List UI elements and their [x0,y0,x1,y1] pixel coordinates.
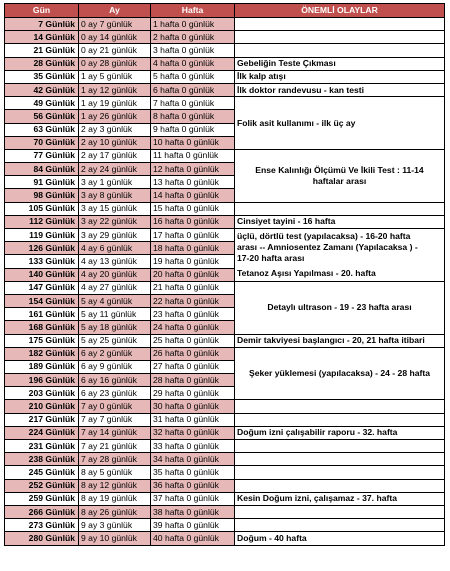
hafta-cell: 40 hafta 0 günlük [151,532,235,545]
ay-cell: 3 ay 8 günlük [79,189,151,202]
gun-cell: 238 Günlük [5,453,79,466]
event-line: İlk kalp atışı [237,71,286,82]
event-cell [235,229,445,282]
ay-cell: 6 ay 23 günlük [79,387,151,400]
table-row [5,519,445,532]
event-cell [235,18,445,31]
event-line: Demir takviyesi başlangıcı - 20, 21 hafta itibari [237,335,425,346]
event-cell [235,492,445,505]
event-cell [235,426,445,439]
ay-cell: 0 ay 28 günlük [79,57,151,70]
hafta-cell: 2 hafta 0 günlük [151,31,235,44]
table-row [5,479,445,492]
ay-cell: 1 ay 12 günlük [79,83,151,96]
gun-cell: 210 Günlük [5,400,79,413]
event-cell [235,202,445,215]
ay-cell: 0 ay 7 günlük [79,18,151,31]
table-row [5,202,445,215]
hafta-cell: 30 hafta 0 günlük [151,400,235,413]
event-cell [235,31,445,44]
ay-cell: 4 ay 20 günlük [79,268,151,281]
gun-cell: 203 Günlük [5,387,79,400]
ay-cell: 5 ay 18 günlük [79,321,151,334]
pregnancy-week-table [4,3,445,546]
hafta-cell: 35 hafta 0 günlük [151,466,235,479]
table-row [5,413,445,426]
ay-cell: 8 ay 19 günlük [79,492,151,505]
table-row [5,532,445,545]
event-line: Şeker yüklemesi (yapılacaksa) - 24 - 28 hafta [248,368,431,379]
table-row [5,505,445,518]
hafta-cell: 10 hafta 0 günlük [151,136,235,149]
gun-cell: 189 Günlük [5,360,79,373]
hafta-cell: 15 hafta 0 günlük [151,202,235,215]
hafta-cell: 24 hafta 0 günlük [151,321,235,334]
hafta-cell: 16 hafta 0 günlük [151,215,235,228]
event-line: Detaylı ultrason - 19 - 23 hafta arası [267,302,412,313]
hafta-cell: 17 hafta 0 günlük [151,229,235,242]
table-row [5,31,445,44]
hafta-cell: 23 hafta 0 günlük [151,308,235,321]
header-onemli-olaylar: ÖNEMLİ OLAYLAR [235,4,445,18]
hafta-cell: 27 hafta 0 günlük [151,360,235,373]
ay-cell: 9 ay 3 günlük [79,519,151,532]
table-row [5,334,445,347]
ay-cell: 7 ay 21 günlük [79,440,151,453]
header-ay: Ay [79,4,151,18]
gun-cell: 84 Günlük [5,163,79,176]
gun-cell: 98 Günlük [5,189,79,202]
hafta-cell: 11 hafta 0 günlük [151,149,235,162]
gun-cell: 147 Günlük [5,281,79,294]
ay-cell: 7 ay 14 günlük [79,426,151,439]
gun-cell: 133 Günlük [5,255,79,268]
gun-cell: 49 Günlük [5,97,79,110]
gun-cell: 266 Günlük [5,505,79,518]
hafta-cell: 36 hafta 0 günlük [151,479,235,492]
event-cell [235,440,445,453]
gun-cell: 7 Günlük [5,18,79,31]
table-row [5,18,445,31]
event-cell [235,519,445,532]
hafta-cell: 28 hafta 0 günlük [151,374,235,387]
header-row [5,4,445,18]
gun-cell: 175 Günlük [5,334,79,347]
event-cell [235,149,445,202]
gun-cell: 259 Günlük [5,492,79,505]
hafta-cell: 1 hafta 0 günlük [151,18,235,31]
table-row [5,83,445,96]
hafta-cell: 33 hafta 0 günlük [151,440,235,453]
event-cell [235,57,445,70]
gun-cell: 280 Günlük [5,532,79,545]
hafta-cell: 5 hafta 0 günlük [151,70,235,83]
header-gun: Gün [5,4,79,18]
ay-cell: 3 ay 15 günlük [79,202,151,215]
gun-cell: 245 Günlük [5,466,79,479]
hafta-cell: 6 hafta 0 günlük [151,83,235,96]
table-row [5,281,445,294]
header-hafta: Hafta [151,4,235,18]
hafta-cell: 12 hafta 0 günlük [151,163,235,176]
gun-cell: 42 Günlük [5,83,79,96]
table-row [5,57,445,70]
gun-cell: 35 Günlük [5,70,79,83]
gun-cell: 161 Günlük [5,308,79,321]
event-line: Doğum - 40 hafta [237,532,307,543]
table-row [5,453,445,466]
ay-cell: 2 ay 10 günlük [79,136,151,149]
gun-cell: 126 Günlük [5,242,79,255]
event-cell [235,413,445,426]
hafta-cell: 7 hafta 0 günlük [151,97,235,110]
event-line: 17-20 hafta arası [237,252,305,263]
gun-cell: 252 Günlük [5,479,79,492]
event-line: haftalar arası [312,175,367,186]
gun-cell: 273 Günlük [5,519,79,532]
ay-cell: 3 ay 29 günlük [79,229,151,242]
event-cell [235,97,445,150]
gun-cell: 154 Günlük [5,294,79,307]
ay-cell: 6 ay 2 günlük [79,347,151,360]
event-line: Doğum izni çalışabilir raporu - 32. hafta [237,427,398,438]
ay-cell: 8 ay 12 günlük [79,479,151,492]
gun-cell: 70 Günlük [5,136,79,149]
ay-cell: 6 ay 9 günlük [79,360,151,373]
event-cell [235,83,445,96]
hafta-cell: 29 hafta 0 günlük [151,387,235,400]
hafta-cell: 14 hafta 0 günlük [151,189,235,202]
hafta-cell: 25 hafta 0 günlük [151,334,235,347]
table-row [5,440,445,453]
event-cell [235,532,445,545]
hafta-cell: 4 hafta 0 günlük [151,57,235,70]
table-row [5,70,445,83]
hafta-cell: 19 hafta 0 günlük [151,255,235,268]
gun-cell: 77 Günlük [5,149,79,162]
ay-cell: 9 ay 10 günlük [79,532,151,545]
event-cell [235,466,445,479]
event-cell [235,215,445,228]
table-row [5,347,445,360]
ay-cell: 7 ay 28 günlük [79,453,151,466]
table-row [5,149,445,162]
hafta-cell: 22 hafta 0 günlük [151,294,235,307]
gun-cell: 28 Günlük [5,57,79,70]
hafta-cell: 8 hafta 0 günlük [151,110,235,123]
event-line: İlk doktor randevusu - kan testi [237,84,365,95]
ay-cell: 7 ay 7 günlük [79,413,151,426]
event-line: Folik asit kullanımı - ilk üç ay [237,117,356,128]
hafta-cell: 3 hafta 0 günlük [151,44,235,57]
ay-cell: 5 ay 11 günlük [79,308,151,321]
event-cell [235,505,445,518]
hafta-cell: 37 hafta 0 günlük [151,492,235,505]
ay-cell: 1 ay 19 günlük [79,97,151,110]
hafta-cell: 20 hafta 0 günlük [151,268,235,281]
event-cell [235,44,445,57]
hafta-cell: 38 hafta 0 günlük [151,505,235,518]
ay-cell: 0 ay 14 günlük [79,31,151,44]
ay-cell: 7 ay 0 günlük [79,400,151,413]
ay-cell: 3 ay 1 günlük [79,176,151,189]
hafta-cell: 31 hafta 0 günlük [151,413,235,426]
gun-cell: 119 Günlük [5,229,79,242]
event-cell [235,281,445,334]
hafta-cell: 18 hafta 0 günlük [151,242,235,255]
table-body [5,18,445,546]
gun-cell: 182 Günlük [5,347,79,360]
table-row [5,229,445,242]
ay-cell: 4 ay 13 günlük [79,255,151,268]
ay-cell: 3 ay 22 günlük [79,215,151,228]
hafta-cell: 34 hafta 0 günlük [151,453,235,466]
gun-cell: 105 Günlük [5,202,79,215]
table-row [5,400,445,413]
table-row [5,426,445,439]
event-cell [235,70,445,83]
gun-cell: 224 Günlük [5,426,79,439]
event-cell [235,347,445,400]
ay-cell: 2 ay 17 günlük [79,149,151,162]
gun-cell: 140 Günlük [5,268,79,281]
ay-cell: 1 ay 26 günlük [79,110,151,123]
event-cell [235,453,445,466]
event-line: Gebeliğin Teste Çıkması [237,58,336,69]
ay-cell: 0 ay 21 günlük [79,44,151,57]
ay-cell: 2 ay 24 günlük [79,163,151,176]
event-line: üçlü, dörtlü test (yapılacaksa) - 16-20 hafta [237,230,411,241]
ay-cell: 4 ay 6 günlük [79,242,151,255]
gun-cell: 56 Günlük [5,110,79,123]
hafta-cell: 21 hafta 0 günlük [151,281,235,294]
hafta-cell: 9 hafta 0 günlük [151,123,235,136]
event-line: arası -- Amniosentez Zamanı (Yapılacaksa ) - [237,241,418,252]
event-line: Cinsiyet tayini - 16 hafta [237,216,336,227]
table-row [5,466,445,479]
event-line: Ense Kalınlığı Ölçümü Ve İkili Test : 11-14 [255,164,424,175]
gun-cell: 231 Günlük [5,440,79,453]
table-row [5,492,445,505]
hafta-cell: 39 hafta 0 günlük [151,519,235,532]
ay-cell: 8 ay 5 günlük [79,466,151,479]
ay-cell: 4 ay 27 günlük [79,281,151,294]
event-line: Kesin Doğum izni, çalışamaz - 37. hafta [237,493,397,504]
gun-cell: 168 Günlük [5,321,79,334]
ay-cell: 1 ay 5 günlük [79,70,151,83]
hafta-cell: 32 hafta 0 günlük [151,426,235,439]
gun-cell: 14 Günlük [5,31,79,44]
event-line: Tetanoz Aşısı Yapılması - 20. hafta [237,267,376,278]
ay-cell: 5 ay 4 günlük [79,294,151,307]
gun-cell: 112 Günlük [5,215,79,228]
gun-cell: 217 Günlük [5,413,79,426]
ay-cell: 5 ay 25 günlük [79,334,151,347]
ay-cell: 2 ay 3 günlük [79,123,151,136]
gun-cell: 63 Günlük [5,123,79,136]
gun-cell: 21 Günlük [5,44,79,57]
hafta-cell: 13 hafta 0 günlük [151,176,235,189]
hafta-cell: 26 hafta 0 günlük [151,347,235,360]
table-row [5,44,445,57]
table-row [5,97,445,110]
ay-cell: 8 ay 26 günlük [79,505,151,518]
event-cell [235,334,445,347]
event-cell [235,400,445,413]
table-row [5,215,445,228]
event-cell [235,479,445,492]
gun-cell: 91 Günlük [5,176,79,189]
ay-cell: 6 ay 16 günlük [79,374,151,387]
gun-cell: 196 Günlük [5,374,79,387]
